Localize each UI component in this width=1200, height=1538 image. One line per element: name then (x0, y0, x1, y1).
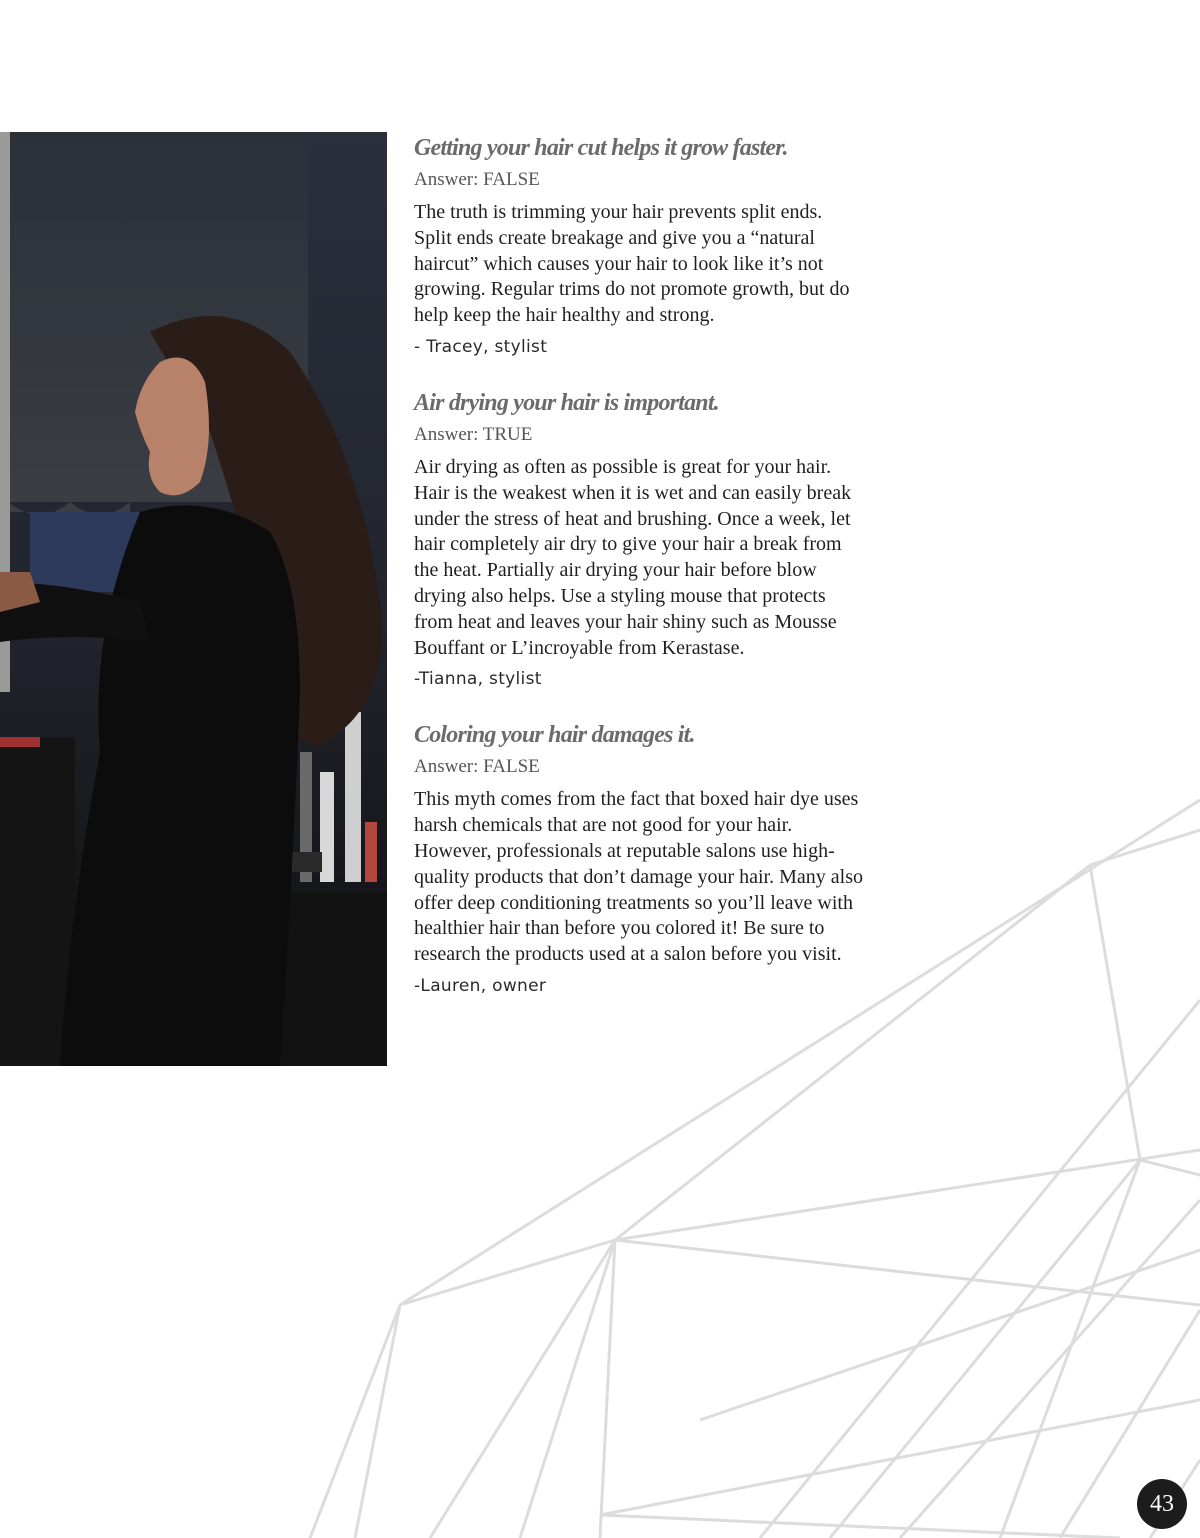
myth-section (414, 719, 864, 1000)
myth-body: This myth comes from the fact that boxed hair dye uses harsh chemicals that are not good for your hair. However, professionals at reputable salons use high-quality products that don’t damage your hair. Many also offer deep conditioning treatments so you’ll leave with healthier hair than before you colored it! Be sure to research the products used at a salon before you visit. (414, 788, 863, 966)
myth-title: Getting your hair cut helps it grow faster. (414, 135, 788, 161)
myth-attribution: - Tracey, stylist (414, 336, 548, 357)
myth-section (414, 387, 864, 693)
myth-body: Air drying as often as possible is great for your hair. Hair is the weakest when it is wet and can easily break under the stress of heat and brushing. Once a week, let hair completely air dry to give your hair a break from the heat. Partially air drying your hair before blow drying also helps. Use a styling mouse that protects from heat and leaves your hair shiny such as Mousse Bouffant or L’incroyable from Kerastase. (414, 455, 852, 659)
myth-title: Coloring your hair damages it. (414, 722, 695, 749)
myth-section (414, 132, 864, 361)
myth-attribution: -Tianna, stylist (414, 669, 542, 690)
myth-answer: Answer: FALSE (414, 756, 540, 778)
myth-body: The truth is trimming your hair prevents split ends. Split ends create breakage and give you a “natural haircut” which causes your hair to look like it’s not growing. Regular trims do not promote growth, but do help keep the hair healthy and strong. (414, 201, 850, 327)
page-number-badge: 43 (1137, 1479, 1187, 1529)
myths-article (414, 132, 864, 1000)
myth-answer: Answer: FALSE (414, 169, 540, 190)
myth-title: Air drying your hair is important. (414, 389, 719, 416)
stylist-photo (0, 132, 387, 1066)
myth-attribution: -Lauren, owner (414, 975, 547, 996)
myth-answer: Answer: TRUE (414, 423, 533, 445)
